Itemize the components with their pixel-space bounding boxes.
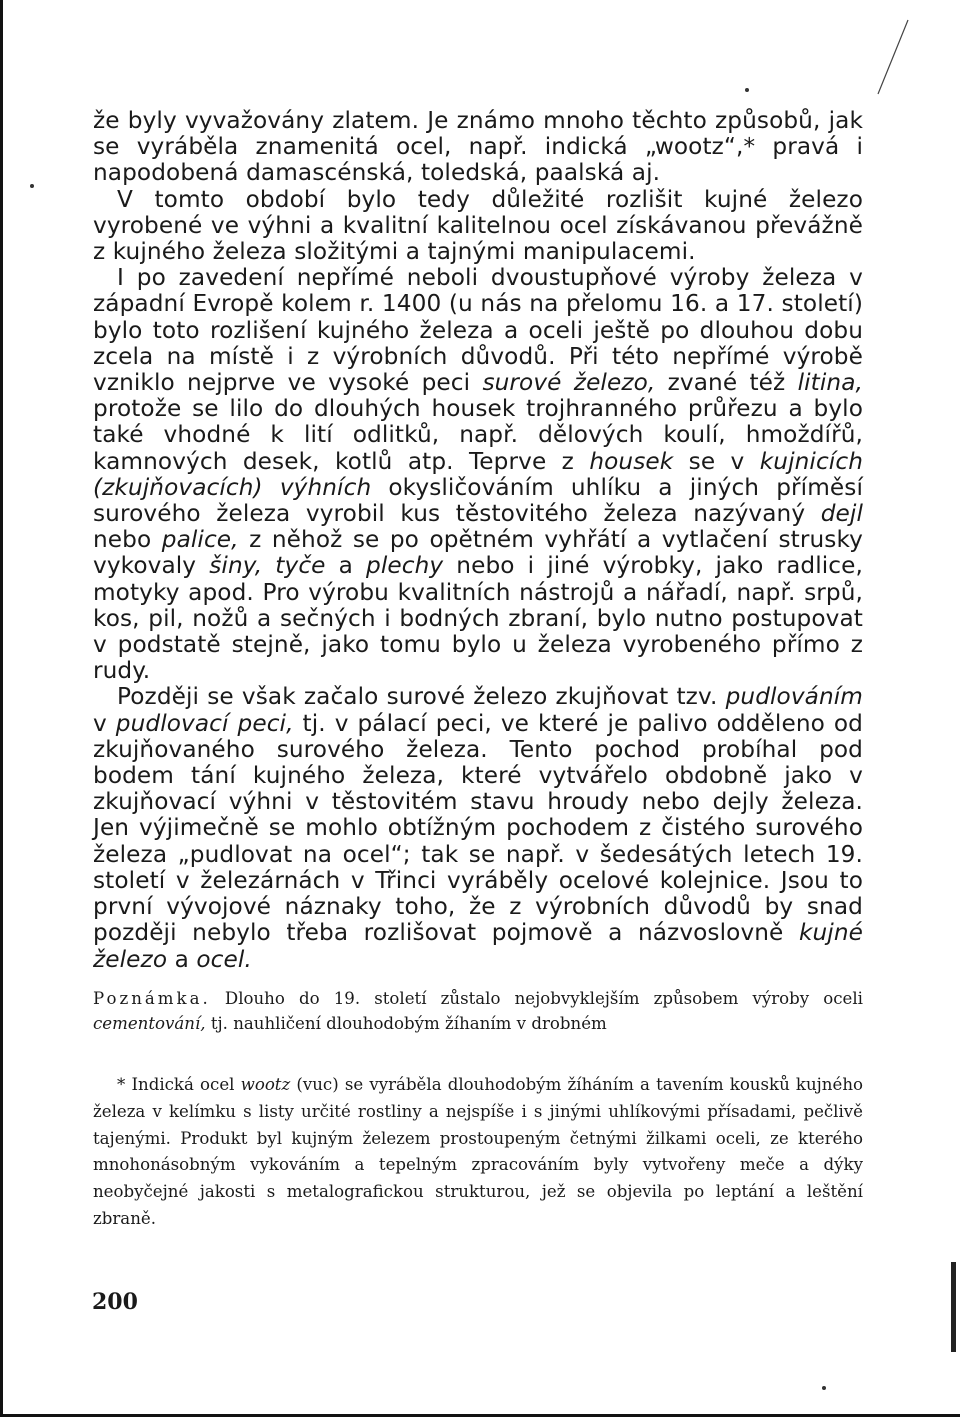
italic-term: wootz [240, 1075, 291, 1094]
page-number: 200 [92, 1289, 138, 1315]
italic-term: pudlováním [725, 683, 863, 711]
scan-edge-mark-right [951, 1262, 956, 1352]
italic-term: surové železo, [482, 369, 656, 397]
italic-term: šiny, tyče [209, 552, 326, 580]
italic-term: litina, [797, 369, 863, 397]
scan-speck [822, 1386, 826, 1390]
italic-term: kujnicích (zkujňovacích) výhních [93, 447, 863, 501]
text-run: Dlouho do 19. století zůstalo nejobvyklejším způsobem výroby oceli [210, 989, 863, 1008]
text-run: tj. nauhličení dlouhodobým žíhaním v drobném [205, 1013, 607, 1033]
italic-term: plechy [366, 552, 444, 580]
text-run: nebo i jiné výrobky, jako radlice, motyky apod. Pro výrobu kvalitních nástrojů a nářadí, např. srpů, kos, pil, nožů a sečných i bodných zbraní, bylo nutno postupovat v podstatě stejně, jako tomu bylo u železa vyrobeného přímo z rudy. [93, 552, 863, 685]
text-run: tj. v pálací peci, ve které je palivo odděleno od zkujňovaného surového železa. Tento pochod probíhal pod bodem tání kujného železa, které vytvářelo obdobně jako v zkujňovací výhni v těstovitém stavu hroudy nebo dejly železa. Jen výjimečně se mohlo obtížným pochodem z čistého surového železa „pudlovat na ocel“; tak se např. v šedesátých letech 19. století v železárnách v Třinci vyráběly ocelové kolejnice. Jsou to první vývojové náznaky toho, že z výrobních důvodů by snad později nebylo třeba rozlišovat pojmově a názvoslovně [93, 709, 863, 947]
text-run: * Indická ocel [117, 1075, 241, 1094]
text-run: že byly vyvažovány zlatem. Je známo mnoho těchto způsobů, jak se vyráběla znamenitá ocel, např. indická „wootz“,* pravá i napodobená damascénská, toledská, paalská aj. [93, 107, 863, 187]
note-label: Poznámka. [93, 989, 211, 1008]
text-run: a [167, 945, 197, 973]
text-run: nebo [93, 526, 162, 554]
italic-term: cementování, [93, 1013, 206, 1033]
scan-speck [30, 184, 34, 188]
text-run: Později se však začalo surové železo zkujňovat tzv. [117, 683, 726, 711]
text-run: zvané též [655, 369, 798, 397]
italic-term: housek [589, 447, 674, 475]
text-run: a [325, 552, 367, 580]
text-run: okysličováním uhlíku a jiných příměsí surového železa vyrobil kus těstovitého železa nazývaný [93, 473, 864, 528]
text-run: I po zavedení nepřímé neboli dvoustupňové výroby železa v západní Evropě kolem r. 1400 (u nás na přelomu 16. a 17. století) bylo toto rozlišení kujného železa a oceli ještě po dlouhou dobu zcela na místě i z výrobních důvodů. Při této nepřímé výrobě vzniklo nejprve ve vysoké peci [93, 264, 863, 397]
body-paragraph [93, 187, 863, 266]
text-run: V tomto období bylo tedy důležité rozlišit kujné železo vyrobené ve výhni a kvalitní kalitelnou ocel získávanou převážně z kujného železa složitými a tajnými manipulacemi. [93, 185, 863, 266]
scan-speck [745, 88, 749, 92]
italic-term: ocel. [196, 945, 252, 973]
body-paragraph [93, 684, 863, 972]
scan-edge-left [0, 0, 3, 1417]
body-paragraph [93, 265, 863, 684]
text-run: se v [673, 447, 760, 475]
body-text [93, 108, 863, 973]
pencil-stroke-mark [872, 18, 912, 98]
footnote-paragraph [93, 1072, 863, 1233]
text-run: protože se lilo do dlouhých housek trojhranného průřezu a bylo také vhodné k lití odlitků, např. dělových koulí, hmoždířů, kamnových desek, kotlů atp. Teprve z [93, 395, 863, 475]
italic-term: kujné železo [93, 919, 863, 973]
text-run: (vuc) se vyráběla dlouhodobým žíháním a tavením kousků kujného železa v kelímku s listy určité rostliny a nejspíše i s jinými uhlíkovými přísadami, pečlivě tajenými. Produkt byl kujným železem prostoupeným četnými žilkami oceli, ze kterého mnohonásobným vykováním a tepelným zpracováním byly vytvořeny meče a dýky neobyčejné jakosti s metalografickou strukturou, jež se objevila po leptání a leštění zbraně. [93, 1075, 863, 1228]
text-run: z něhož se po opětném vyhřátí a vytlačení strusky vykovaly [93, 526, 863, 580]
italic-term: pudlovací peci, [115, 709, 294, 737]
text-run: v [93, 709, 116, 737]
italic-term: dejl [820, 500, 863, 528]
note-paragraph [93, 987, 863, 1036]
footnote [93, 1072, 863, 1233]
body-paragraph [93, 108, 863, 187]
italic-term: palice, [161, 526, 239, 554]
